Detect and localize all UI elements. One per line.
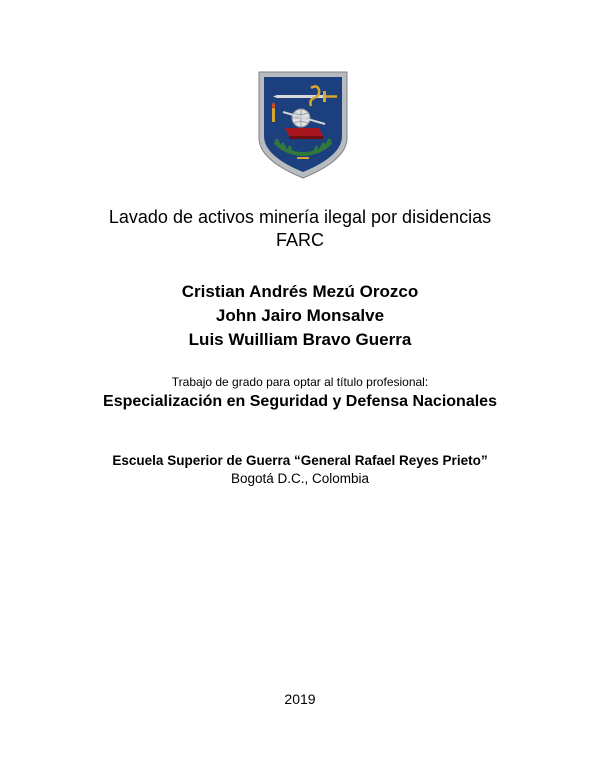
title-line-1: Lavado de activos minería ilegal por disidencias xyxy=(108,207,492,227)
institution-name: Escuela Superior de Guerra “General Rafael Reyes Prieto” xyxy=(112,453,488,468)
degree-name: Especialización en Seguridad y Defensa Nacionales xyxy=(103,393,497,410)
document-title xyxy=(0,206,600,252)
publication-year: 2019 xyxy=(284,691,316,707)
author-name: Cristian Andrés Mezú Orozco xyxy=(181,282,419,301)
institution-city: Bogotá D.C., Colombia xyxy=(230,471,370,486)
author-list xyxy=(0,280,600,352)
author-name: John Jairo Monsalve xyxy=(215,306,385,325)
title-line-2: FARC xyxy=(275,230,324,250)
degree-intro-text: Trabajo de grado para optar al título profesional: xyxy=(171,375,429,389)
author-name: Luis Wuilliam Bravo Guerra xyxy=(188,330,412,349)
institution-crest-icon xyxy=(257,68,349,180)
